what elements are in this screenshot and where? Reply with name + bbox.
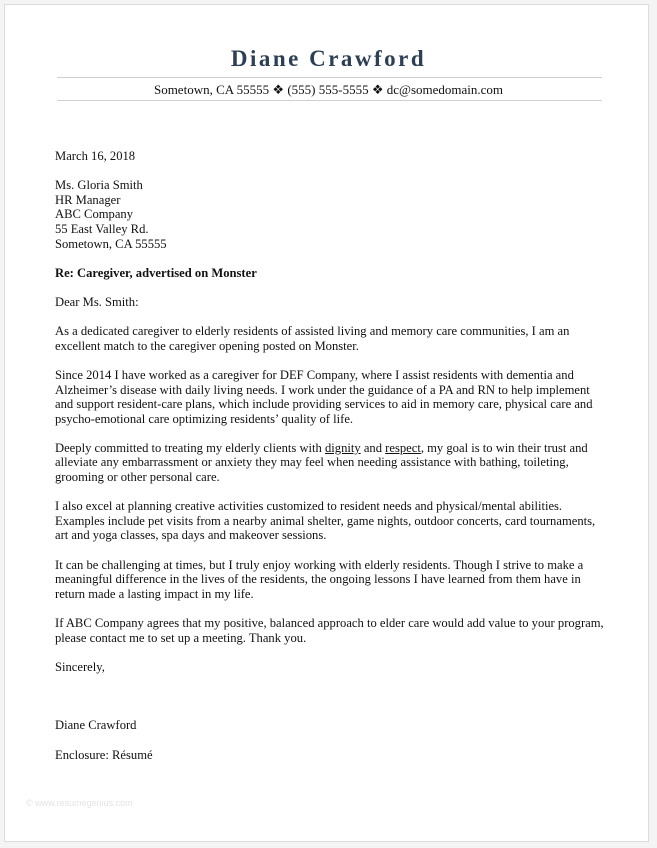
sender-contact: Sometown, CA 55555 ❖ (555) 555-5555 ❖ dc@somedomain.com xyxy=(153,82,504,97)
paragraph-6: If ABC Company agrees that my positive, balanced approach to elder care would add value to your program, please contact me to set up a meeting. Thank you. xyxy=(55,616,604,645)
sender-name: Diane Crawford xyxy=(230,46,427,71)
subject-line: Re: Caregiver, advertised on Monster xyxy=(55,265,257,280)
recipient-city: Sometown, CA 55555 xyxy=(55,236,167,251)
salutation: Dear Ms. Smith: xyxy=(55,294,139,309)
recipient-street: 55 East Valley Rd. xyxy=(55,221,149,236)
closing: Sincerely, xyxy=(55,659,105,674)
recipient-name: Ms. Gloria Smith xyxy=(55,178,143,193)
paragraph-3-start: Deeply committed to treating my elderly clients with xyxy=(55,440,325,455)
paragraph-1: As a dedicated caregiver to elderly residents of assisted living and memory care communities, I am an excellent match to the caregiver opening posted on Monster. xyxy=(55,324,570,353)
recipient-block xyxy=(55,178,605,251)
keyword-respect: respect xyxy=(385,440,421,455)
paragraph-5: It can be challenging at times, but I truly enjoy working with elderly residents. Though I strive to make a meaningful difference in the lives of the residents, the ongoing lessons I have learned from them have in return made a lasting impact in my life. xyxy=(55,557,584,601)
paragraph-3-and: and xyxy=(360,440,386,455)
header-divider-bottom xyxy=(57,100,602,101)
paragraph-4: I also excel at planning creative activities customized to resident needs and physical/mental abilities. Examples include pet visits from a nearby animal shelter, game nights, outdoor concerts, card tournaments, art and yoga classes, spa days and makeover sessions. xyxy=(55,499,596,543)
footer-watermark: © www.resumegenius.com xyxy=(26,798,133,808)
paragraph-2: Since 2014 I have worked as a caregiver for DEF Company, where I assist residents with dementia and Alzheimer’s disease with daily living needs. I work under the guidance of a PA and RN to help implement and support resident-care plans, which include providing services to aid in memory care, physical care and psycho-emotional care optimizing residents’ quality of life. xyxy=(55,367,593,426)
recipient-title: HR Manager xyxy=(55,192,121,207)
letter-body xyxy=(55,149,605,762)
signature-name: Diane Crawford xyxy=(55,718,137,733)
letter-date: March 16, 2018 xyxy=(55,149,136,163)
header-divider-top xyxy=(57,77,602,78)
paragraph-3 xyxy=(55,441,605,485)
keyword-dignity: dignity xyxy=(325,440,361,455)
recipient-company: ABC Company xyxy=(55,207,134,222)
enclosure-line: Enclosure: Résumé xyxy=(55,747,153,762)
paragraph-3-end: , my goal is to win their trust and alleviate any embarrassment or anxiety they may feel when needing assistance with bathing, toileting, grooming or other personal care. xyxy=(55,440,588,485)
